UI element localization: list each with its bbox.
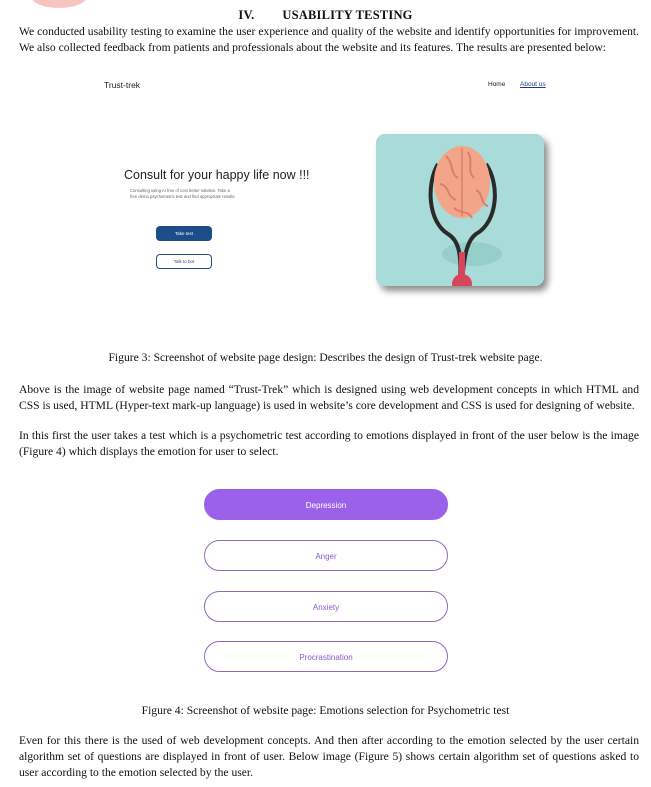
paragraph-after-figure-4: Even for this there is the used of web development concepts. And then after according to the emotion selected by the user certain algorithm set of questions are displayed in front of user. Below image (Figure 5) shows certain algorithm set of questions asked to user according to the emotion selected by the user.: [19, 734, 639, 779]
section-number: IV.: [238, 8, 255, 22]
figure-4-emotion-selection: [203, 487, 453, 677]
header-logo-fragment: [30, 0, 88, 8]
emotion-option-depression[interactable]: Depression: [204, 489, 448, 520]
nav-about-link[interactable]: About us: [520, 81, 546, 88]
hero-title: Consult for your happy life now !!!: [124, 168, 310, 182]
emotion-option-procrastination[interactable]: Procrastination: [204, 641, 448, 672]
section-title: USABILITY TESTING: [282, 8, 413, 22]
figure-3-website-screenshot: [96, 76, 558, 296]
brand-name: Trust-trek: [104, 80, 141, 90]
nav-home-link[interactable]: Home: [488, 81, 506, 88]
emotion-option-anger[interactable]: Anger: [204, 540, 448, 571]
figure-3-caption: Figure 3: Screenshot of website page design: Describes the design of Trust-trek website page.: [108, 351, 543, 364]
brain-stethoscope-image: [376, 134, 544, 286]
paragraph-after-figure-3: Above is the image of website page named “Trust-Trek” which is designed using web development concepts in which HTML and CSS is used, HTML (Hyper-text mark-up language) is used in website’s core development and CSS is used for designing of website.: [19, 383, 639, 412]
intro-paragraph: We conducted usability testing to examine the user experience and quality of the website and identify opportunities for improvement. We also collected feedback from patients and professionals about the website and its features. The results are presented below:: [19, 25, 639, 54]
hero-description: Consulting using AI free of cost better solution. Take a free demo psychometric test and find appropriate results.: [130, 188, 236, 199]
paragraph-test-intro: In this first the user takes a test which is a psychometric test according to emotions displayed in front of the user below is the image (Figure 4) which displays the emotion for user to select.: [19, 429, 639, 458]
figure-4-caption: Figure 4: Screenshot of website page: Emotions selection for Psychometric test: [141, 704, 510, 717]
emotion-option-anxiety[interactable]: Anxiety: [204, 591, 448, 622]
brain-stethoscope-illustration: [376, 134, 544, 286]
section-heading: [0, 8, 651, 23]
take-test-button[interactable]: Take test: [156, 226, 212, 241]
talk-to-bot-button[interactable]: Talk to bot: [156, 254, 212, 269]
